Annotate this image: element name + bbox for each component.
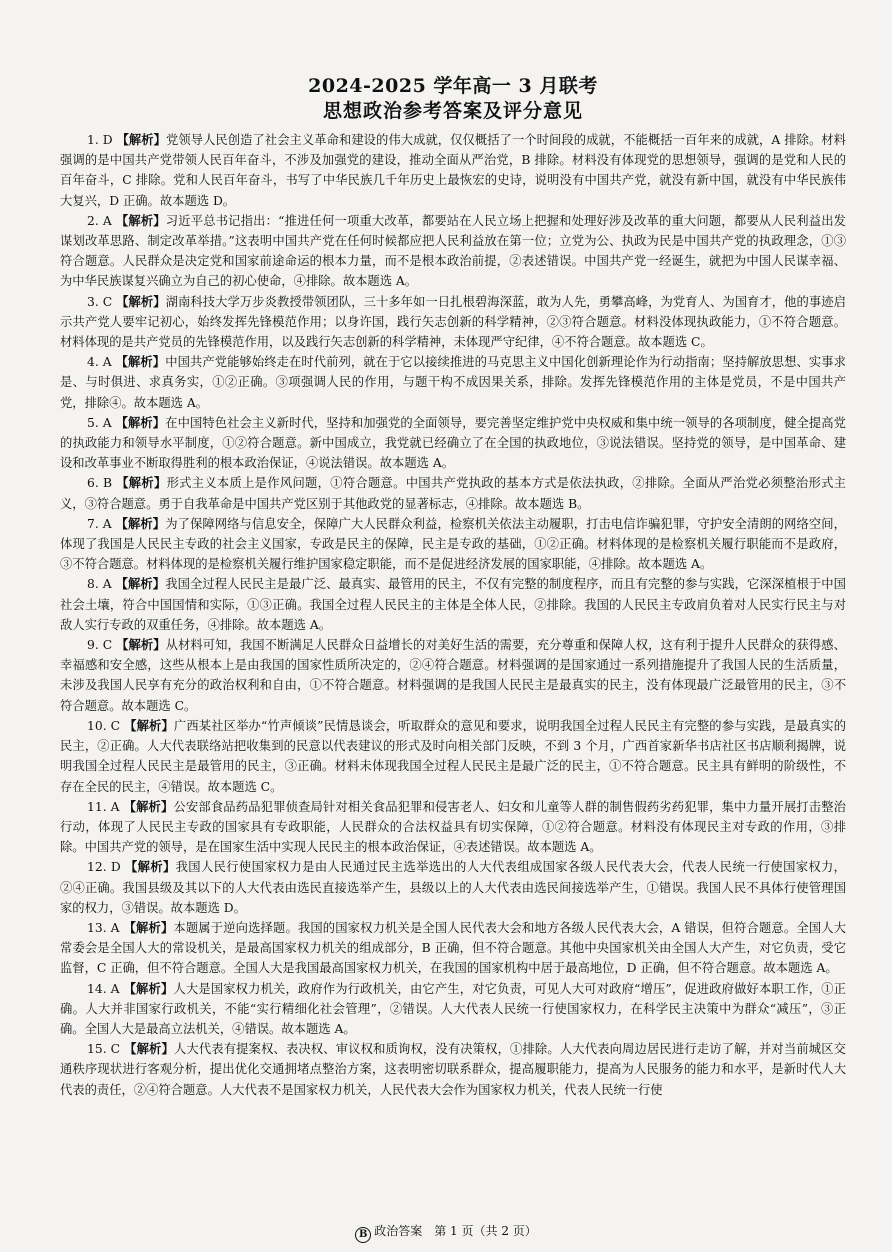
item-number: 4. A bbox=[87, 355, 112, 370]
analysis-tag: 【解析】 bbox=[116, 293, 166, 309]
analysis-tag: 【解析】 bbox=[124, 717, 174, 733]
item-text: 公安部食品药品犯罪侦查局针对相关食品犯罪和侵害老人、妇女和儿童等人群的制售假药劣药犯罪，集中力量开展打击整治行动，体现了人民民主专政的国家具有专政职能，人民群众的合法权益具有切实保障，①②符合题意。材料没有体现民主对专政的作用，③排除。中国共产党的领导，是在国家生活中实现人民民主的根本政治保证，④表述错误。故本题选 A。 bbox=[60, 799, 846, 855]
analysis-tag: 【解析】 bbox=[115, 414, 166, 430]
page-footer bbox=[0, 1222, 892, 1243]
item-number: 6. B bbox=[87, 476, 113, 491]
exam-title: 2024-2025 学年高一 3 月联考 bbox=[308, 75, 598, 97]
answer-item bbox=[60, 574, 846, 635]
item-text: 形式主义本质上是作风问题，①符合题意。中国共产党执政的基本方式是依法执政，②排除。全面从严治党必须整治形式主义，③符合题意。勇于自我革命是中国共产党区别于其他政党的显著标志，④排除。故本题选 B。 bbox=[60, 476, 846, 511]
answer-list bbox=[60, 130, 846, 1100]
answer-item bbox=[60, 514, 846, 575]
answer-item bbox=[60, 635, 846, 716]
answer-item bbox=[60, 918, 846, 979]
item-number: 1. D bbox=[87, 133, 113, 147]
item-number: 5. A bbox=[87, 415, 112, 430]
item-number: 13. A bbox=[87, 920, 120, 935]
item-text: 人大是国家权力机关，政府作为行政机关，由它产生，对它负责，可见人大可对政府“增压”，促进政府做好本职工作，①正确。人大并非国家行政机关，不能“实行精细化社会管理”，②错误。人大代表人民统一行使国家权力，在科学民主决策中为群众“减压”，③正确。全国人大是最高立法机关，④错误。故本题选 A。 bbox=[60, 981, 846, 1036]
analysis-tag: 【解析】 bbox=[115, 576, 166, 592]
version-badge: B bbox=[355, 1227, 371, 1243]
item-text: 湖南科技大学万步炎教授带领团队，三十多年如一日扎根碧海深蓝，敢为人先，勇攀高峰，为党育人、为国育才，他的事迹启示共产党人要牢记初心，始终发挥先锋模范作用；以身许国，践行矢志创新的科学精神，②③符合题意。材料没体现执政能力，①不符合题意。材料体现的是共产党员的先锋模范作用，以及践行矢志创新的科学精神，未体现严守纪律，④不符合题意。故本题选 C。 bbox=[60, 294, 846, 350]
item-text: 为了保障网络与信息安全，保障广大人民群众利益，检察机关依法主动履职，打击电信诈骗犯罪，守护安全清朗的网络空间，体现了我国是人民民主专政的社会主义国家，专政是民主的保障，民主是专政的基础，①②正确。材料体现的是检察机关履行职能而不是政府，③不符合题意。材料体现的是检察机关履行维护国家稳定职能，而不是促进经济发展的国家职能，④排除。故本题选 A。 bbox=[60, 516, 846, 572]
item-text: 本题属于逆向选择题。我国的国家权力机关是全国人民代表大会和地方各级人民代表大会，A 错误，但符合题意。全国人大常委会是全国人大的常设机关，是最高国家权力机关的组成部分，B 正确，但不符合题意。其他中央国家机关由全国人大产生，对它负责，受它监督，C 正确，但不符合题意。全国人大是我国最高国家权力机关，在我国的国家机构中居于最高地位，D 正确，但不符合题意。故本题选 A。 bbox=[60, 920, 846, 976]
answer-item bbox=[60, 211, 846, 292]
analysis-tag: 【解析】 bbox=[123, 919, 174, 935]
item-number: 15. C bbox=[87, 1042, 121, 1057]
answer-item bbox=[60, 857, 846, 918]
item-text: 中国共产党能够始终走在时代前列，就在于它以接续推进的马克思主义中国化创新理论作为行动指南；坚持解放思想、实事求是、与时俱进、求真务实，①②正确。③项强调人民的作用，与题干构不成因果关系，排除。发挥先锋模范作用的主体是党员，不是中国共产党，排除④。故本题选 A。 bbox=[60, 355, 846, 410]
answer-item bbox=[60, 130, 846, 211]
answer-item bbox=[60, 716, 846, 797]
analysis-tag: 【解析】 bbox=[124, 1041, 174, 1057]
item-number: 14. A bbox=[87, 981, 120, 996]
item-number: 11. A bbox=[87, 799, 120, 814]
analysis-tag: 【解析】 bbox=[115, 212, 166, 228]
answer-item bbox=[60, 292, 846, 353]
item-number: 8. A bbox=[87, 577, 112, 592]
answer-title: 思想政治参考答案及评分意见 bbox=[322, 100, 583, 122]
item-text: 在中国特色社会主义新时代，坚持和加强党的全面领导，要完善坚定维护党中央权威和集中统一领导的各项制度，健全提高党的执政能力和领导水平制度，①②符合题意。新中国成立，我党就已经确立了在全国的执政地位，③说法错误。坚持党的领导，是中国革命、建设和改革事业不断取得胜利的根本政治保证，④说法错误。故本题选 A。 bbox=[60, 415, 846, 471]
answer-item bbox=[60, 979, 846, 1040]
answer-item bbox=[60, 413, 846, 474]
answer-item bbox=[60, 352, 846, 413]
analysis-tag: 【解析】 bbox=[116, 132, 166, 147]
item-text: 我国全过程人民民主是最广泛、最真实、最管用的民主，不仅有完整的制度程序，而且有完整的参与实践，它深深植根于中国社会土壤，符合中国国情和实际，①③正确。我国全过程人民民主的主体是全体人民，②排除。我国的人民民主专政肩负着对人民实行民主与对敌人实行专政的双重任务，④排除。故本题选 A。 bbox=[60, 577, 846, 632]
page-header bbox=[60, 0, 846, 124]
answer-item bbox=[60, 1039, 846, 1100]
analysis-tag: 【解析】 bbox=[123, 798, 174, 814]
item-text: 广西某社区举办“竹声倾谈”民情恳谈会，听取群众的意见和要求，说明我国全过程人民民主有完整的参与实践，是最真实的民主，②正确。人大代表联络站把收集到的民意以代表建议的形式及时向相关部门反映，不到 3 个月，广西首家新华书店社区书店顺利揭牌，说明我国全过程人民民主是最管用的民主，③正确。材料未体现我国全过程人民民主是最广泛的民主，①不符合题意。民主具有鲜明的阶级性，不存在全民的民主，④错误。故本题选 C。 bbox=[60, 718, 846, 794]
analysis-tag: 【解析】 bbox=[116, 637, 166, 653]
item-number: 2. A bbox=[87, 213, 112, 228]
item-number: 7. A bbox=[87, 516, 112, 531]
analysis-tag: 【解析】 bbox=[123, 980, 174, 996]
item-number: 3. C bbox=[87, 294, 113, 309]
item-number: 12. D bbox=[87, 860, 121, 875]
answer-item bbox=[60, 797, 846, 858]
answer-item bbox=[60, 473, 846, 513]
item-text: 党领导人民创造了社会主义革命和建设的伟大成就，仅仅概括了一个时间段的成就，不能概括一百年来的成就，A 排除。材料强调的是中国共产党带领人民百年奋斗，不涉及加强党的建设，推动全面从严治党，B 排除。材料没有体现党的思想领导，强调的是党和人民的百年奋斗，C 排除。党和人民百年奋斗，书写了中华民族几千年历史上最恢宏的史诗，说明没有中国共产党，就没有新中国，就没有中华民族伟大复兴，D 正确。故本题选 D。 bbox=[60, 133, 846, 208]
analysis-tag: 【解析】 bbox=[125, 859, 176, 875]
analysis-tag: 【解析】 bbox=[116, 475, 167, 491]
footer-text: 政治答案 第 1 页（共 2 页） bbox=[374, 1224, 537, 1238]
analysis-tag: 【解析】 bbox=[115, 515, 166, 531]
item-text: 人大代表有提案权、表决权、审议权和质询权，没有决策权，①排除。人大代表向周边居民进行走访了解，并对当前城区交通秩序现状进行客观分析，提出优化交通拥堵点整治方案，这表明密切联系群众，提高履职能力，提高为人民服务的能力和水平，是新时代人大代表的责任，②④符合题意。人大代表不是国家权力机关，人民代表大会作为国家权力机关，代表人民统一行使 bbox=[60, 1042, 846, 1097]
item-text: 我国人民行使国家权力是由人民通过民主选举选出的人大代表组成国家各级人民代表大会，代表人民统一行使国家权力，②④正确。我国县级及其以下的人大代表由选民直接选举产生，县级以上的人大代表由选民间接选举产生，①错误。我国人民不具体行使管理国家的权力，③错误。故本题选 D。 bbox=[60, 860, 846, 915]
item-number: 9. C bbox=[87, 638, 113, 653]
item-number: 10. C bbox=[87, 718, 121, 733]
item-text: 习近平总书记指出：“推进任何一项重大改革，都要站在人民立场上把握和处理好涉及改革的重大问题，都要从人民利益出发谋划改革思路、制定改革举措。”这表明中国共产党在任何时候都应把人民利益放在第一位；立党为公、执政为民是中国共产党的执政理念，①③符合题意。人民群众是决定党和国家前途命运的根本力量，而不是根本政治前提，②表述错误。中国共产党一经诞生，就把为中国人民谋幸福、为中华民族谋复兴确立为自己的初心使命，④排除。故本题选 A。 bbox=[60, 213, 846, 289]
analysis-tag: 【解析】 bbox=[115, 354, 166, 370]
item-text: 从材料可知，我国不断满足人民群众日益增长的对美好生活的需要，充分尊重和保障人权，这有利于提升人民群众的获得感、幸福感和安全感，这些从根本上是由我国的国家性质所决定的，②④符合题意。材料强调的是国家通过一系列措施提升了我国人民的生活质量，未涉及我国人民享有充分的政治权利和自由，①不符合题意。材料强调的是我国人民民主是最真实的民主，没有体现最广泛最管用的民主，③不符合题意。故本题选 C。 bbox=[60, 638, 846, 713]
